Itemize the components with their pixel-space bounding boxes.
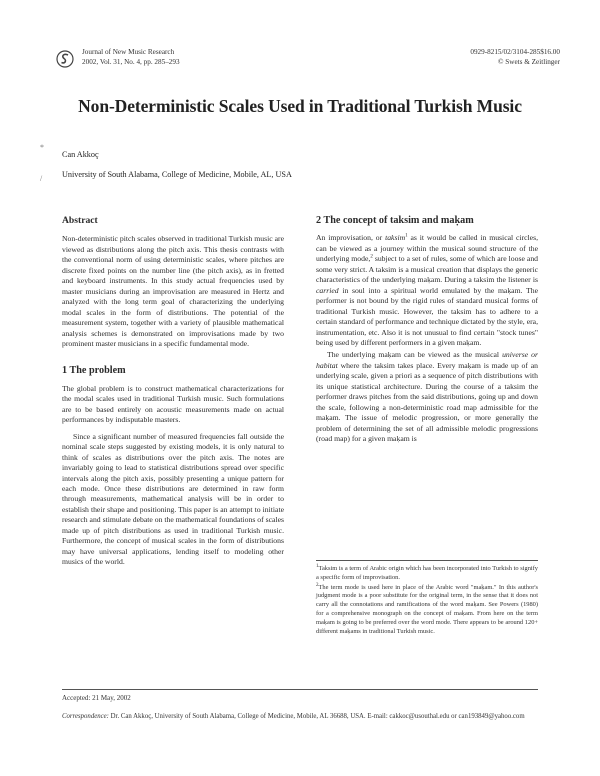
footnotes (316, 560, 538, 637)
term-taksim: taksim (385, 233, 406, 243)
swets-zeitlinger-logo-icon (56, 50, 74, 68)
journal-citation (82, 47, 180, 67)
correspondence-note (62, 712, 538, 721)
footnote-1: $^1$Taksim is a term of Arabic origin which has been incorporated into Turkish to signify a specific form of improvisation. (316, 563, 538, 581)
section-2-paragraph-1: An improvisation, or taksim$^1$ as it would be called in musical circles, can be viewed as a journey within the musical sound structure of the underlying mode,$^2$ subject to a set of rules, some of which are loose and some very strict. A taksim is a musical creation that displays the generic characteristics of the underlying maḳam. During a taksim the listener is carried in soul into a spiritual world emulated by the maḳam. The performer is not bound by the rigid rules of standard musical forms of traditional Turkish music. However, the taksim has to adhere to a certain standard of performance and technique dictated by the style, era, instrumentation, etc. Also it is not unusual to find certain "stock tunes" being used by different performers in a given maḳam. (316, 233, 539, 347)
journal-volume: 2002, Vol. 31, No. 4, pp. 285–293 (82, 58, 180, 66)
footnote-ref-1: 1 (405, 233, 408, 239)
accepted-date: Accepted: 21 May, 2002 (62, 694, 131, 702)
footer-divider (62, 689, 538, 690)
footnote-ref-2: 2 (370, 254, 373, 260)
section-1-paragraph-1: The global problem is to construct mathematical characterizations for the modal scales used in traditional Turkish music. Such formulations are to be based entirely on acoustic measurements made on actual performances by indisputable masters. (62, 383, 284, 425)
author-name: Can Akkoç (62, 150, 99, 159)
margin-mark: * (40, 143, 44, 152)
section-1-paragraph-2: Since a significant number of measured frequencies fall outside the nominal scale steps suggested by existing models, it is only natural to think of scales as distributions over the pitch axis. The notes are invariably going to lead to statistical distributions spread over specific intervals along the pitch axis, possibly presenting a unique pattern for each mode. Once these distributions are determined in raw form through measurements, mathematical analysis will be in order to establish their shape and positioning. This paper is an attempt to initiate research and stimulate debate on the mathematical foundations of scales made up of pitch distributions as used in traditional Turkish music. Furthermore, the concept of musical scales in the form of distributions may have universal applications, lending itself to modeling other musics of the world. (62, 431, 284, 567)
section-2-heading: 2 The concept of taksim and maḳam (316, 215, 474, 226)
paper-title: Non-Deterministic Scales Used in Traditional Turkish Music (78, 96, 522, 116)
abstract-heading: Abstract (62, 215, 98, 226)
author-affiliation: University of South Alabama, College of Medicine, Mobile, AL, USA (62, 170, 292, 179)
issn: 0929-8215/02/3104-285$16.00 (470, 48, 560, 56)
publisher: © Swets & Zeitlinger (498, 58, 560, 66)
abstract-text: Non-deterministic pitch scales observed in traditional Turkish music are viewed as distributions along the pitch axis. This thesis contrasts with the conventional norm of using deterministic scales, where pitches are discrete fixed points on the number line (the pitch axis), as in fretted and keyboard instruments. In this study actual frequencies used by master musicians during an improvisation are measured in Hertz and analyzed with the long term goal of characterizing the underlying modal scales in the form of distributions. The potential of the measurement system, together with a variety of plausible mathematical analysis schemes is demonstrated on improvisations made by two prominent master musicians in a specific fundamental mode. (62, 234, 284, 348)
correspondence-label: Correspondence: (62, 713, 109, 720)
right-column (316, 216, 538, 445)
section-2-paragraph-2: The underlying maḳam can be viewed as the musical universe or habitat where the taksim takes place. Every maḳam is made up of an underlying scale, given a priori as a sequence of pitch distributions with its unique statistical architecture. During the course of a taksim the performer draws pitches from the said distributions, going up and down the scale, following a non-deterministic road map admissible for the maḳam. The issue of melodic progression, or more generally the problem of determining the set of all admissible melodic progressions (road map) for a given maḳam is (316, 350, 538, 444)
left-column (62, 216, 284, 568)
footnote-2: $^2$The term mode is used here in place of the Arabic word "maḳam." In this author's judgment mode is a poor substitute for the original term, in the sense that it does not carry all the connotations and ramifications of the word maḳam. See Powers (1980) for a comprehensive monograph on the concept of maḳam. From here on the term maḳam is going to be preferred over the word mode. There appears to be around 120+ different maḳams in traditional Turkish music. (316, 582, 538, 635)
journal-name: Journal of New Music Research (82, 48, 175, 56)
correspondence-text: Dr. Can Akkoç, University of South Alabama, College of Medicine, Mobile, AL 36688, USA. E-mail: cakkoc@usouthal.edu or can193849@yahoo.com (108, 713, 525, 720)
section-1-heading: 1 The problem (62, 365, 126, 377)
issn-block (470, 47, 560, 67)
margin-mark: / (40, 174, 43, 183)
